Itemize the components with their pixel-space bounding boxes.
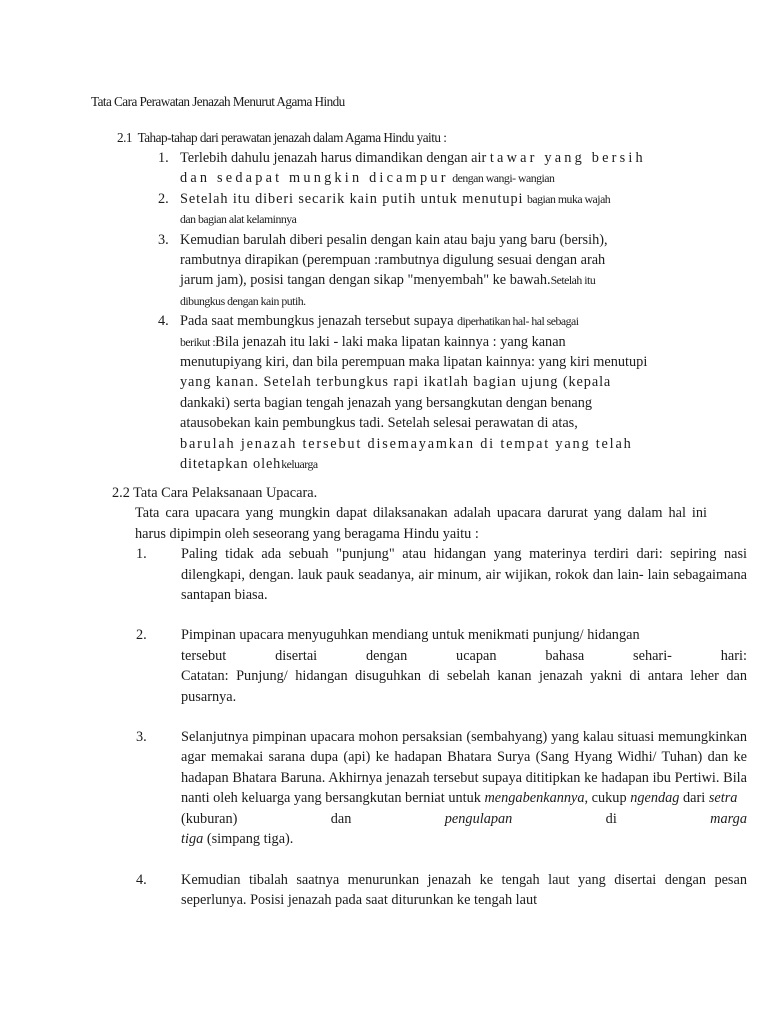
item-number: 1.	[136, 546, 147, 563]
section-2-1-heading	[117, 128, 707, 148]
item-number: 4.	[158, 313, 169, 330]
item-text: Catatan: Punjung/ hidangan disuguhkan di sebelah kanan jenazah yakni di antara leher dan pusarnya.	[181, 668, 747, 705]
list-item	[112, 727, 747, 849]
text-line: atausobekan kain pembungkus tadi. Setelah selesai perawatan di atas,	[180, 415, 578, 432]
list-item	[112, 870, 747, 911]
section-2-2	[112, 483, 747, 910]
text-line: dankaki) serta bagian tengah jenazah yang bersangkutan dengan benang	[180, 394, 593, 411]
text-line: barulah jenazah tersebut disemayamkan di tempat yang telah	[180, 435, 633, 452]
text-line: dan bagian alat kelaminnya	[180, 212, 297, 227]
upacara-steps-list	[112, 544, 747, 910]
text-line: Setelah itu diberi secarik kain putih untuk menutupi bagian muka wajah	[180, 190, 611, 207]
text-line: Terlebih dahulu jenazah harus dimandikan dengan air tawar yang bersih	[180, 150, 646, 166]
text-line: Kemudian barulah diberi pesalin dengan kain atau baju yang baru (bersih),	[180, 231, 608, 248]
text-line: jarum jam), posisi tangan dengan sikap "menyembah" ke bawah.Setelah itu	[180, 272, 596, 289]
text-line: rambutnya dirapikan (perempuan :rambutnya digulung sesuai dengan arah	[180, 252, 606, 269]
item-number: 3.	[158, 231, 169, 248]
document-title: Tata Cara Perawatan Jenazah Menurut Agama Hindu	[91, 94, 345, 109]
text-line: menutupiyang kiri, dan bila perempuan maka lipatan kainnya: yang kiri menutupi	[180, 354, 648, 371]
text-line: dan sedapat mungkin dicampur dengan wangi- wangian	[180, 170, 555, 187]
text-line: tiga (simpang tiga).	[181, 831, 294, 848]
section-number: 2.1	[117, 130, 132, 145]
text-line: Pada saat membungkus jenazah tersebut supaya diperhatikan hal- hal sebagai	[180, 313, 579, 330]
item-number: 2.	[136, 627, 147, 644]
item-number: 1.	[158, 150, 169, 166]
item-number: 2.	[158, 190, 169, 207]
text-line: dibungkus dengan kain putih.	[180, 293, 306, 308]
item-number: 4.	[136, 871, 147, 888]
list-item	[117, 189, 731, 230]
item-spacer	[112, 850, 747, 870]
item-spacer	[112, 605, 747, 625]
list-item	[117, 148, 731, 189]
item-text: Paling tidak ada sebuah "punjung" atau hidangan yang materinya terdiri dari: sepiring nasi dilengkapi, dengan. lauk pauk seadanya, air minum, air wijikan, rokok dan lain- lain sebagaimana santapan biasa.	[181, 546, 747, 604]
list-item	[117, 230, 731, 312]
text-line: Pimpinan upacara menyuguhkan mendiang untuk menikmati punjung/ hidangan	[181, 627, 640, 644]
text-line: ditetapkan olehkeluarga	[180, 456, 318, 473]
list-item	[112, 544, 747, 605]
section-2-2-heading: 2.2 Tata Cara Pelaksanaan Upacara.	[112, 485, 318, 501]
text-line: yang kanan. Setelah terbungkus rapi ikatlah bagian ujung (kepala	[180, 374, 612, 391]
section-2-1	[117, 128, 707, 475]
section-intro: Tata cara upacara yang mungkin dapat dilaksanakan adalah upacara darurat yang dalam hal ini harus dipimpin oleh seseorang yang beragama Hindu yaitu :	[135, 505, 707, 542]
list-item	[117, 311, 731, 474]
item-text: Selanjutnya pimpinan upacara mohon persaksian (sembahyang) yang kalau situasi memungkinkan agar memakai sarana dupa (api) ke hadapan Bhatara Surya (Sang Hyang Widhi/ Tuhan) dan ke hadapan Bhatara Baruna. Akhirnya jenazah tersebut supaya dititipkan ke hadapan ibu Pertiwi. Bila nanti oleh keluarga yang bersangkutan berniat untuk mengabenkannya, cukup ngendag dari setra	[181, 729, 747, 807]
item-spacer	[112, 707, 747, 727]
item-number: 3.	[136, 729, 147, 746]
text-line-justified: tersebut disertai dengan ucapan bahasa sehari- hari:	[181, 647, 747, 664]
text-line: berikut :Bila jenazah itu laki - laki maka lipatan kainnya : yang kanan	[180, 333, 566, 350]
item-text: Kemudian tibalah saatnya menurunkan jenazah ke tengah laut yang disertai dengan pesan seperlunya. Posisi jenazah pada saat diturunkan ke tengah laut	[181, 871, 747, 908]
section-heading-text: Tahap-tahap dari perawatan jenazah dalam Agama Hindu yaitu :	[137, 130, 447, 145]
perawatan-steps-list	[117, 148, 707, 475]
text-line-justified: (kuburan) dan pengulapan di marga	[181, 810, 747, 827]
list-item	[112, 625, 747, 707]
